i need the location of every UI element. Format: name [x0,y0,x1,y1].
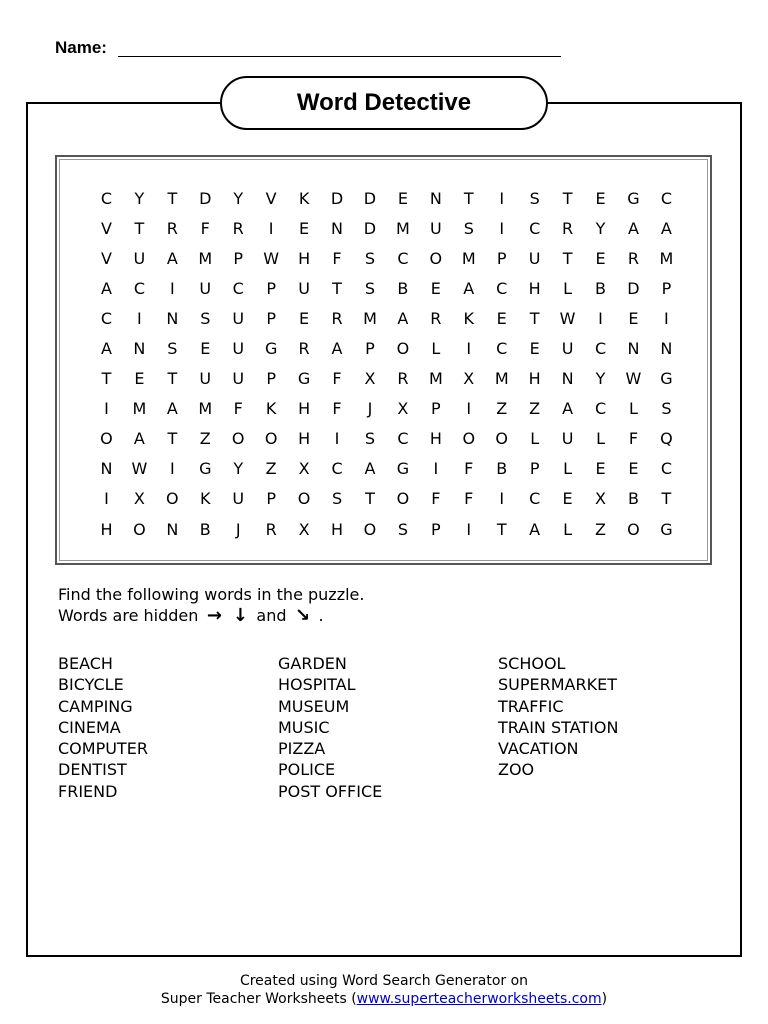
grid-cell: O [429,248,443,268]
grid-cell: E [628,308,639,328]
word-list-item: GARDEN [278,654,347,673]
grid-cell: N [561,369,574,389]
grid-cell: E [496,308,507,328]
grid-cell: L [563,519,573,539]
instructions-line2 [58,605,364,626]
grid-cell: I [268,218,274,238]
grid-cell: H [331,519,344,539]
grid-cell: A [166,399,178,419]
word-list-item: MUSIC [278,717,330,737]
grid-cell: I [499,188,505,208]
grid-cell: D [199,188,212,208]
grid-cell: P [266,278,276,298]
grid-cell: U [561,429,574,449]
grid-cell: T [167,188,178,208]
grid-cell: Z [595,519,607,539]
grid-cell: P [266,489,276,509]
word-list-item: CAMPING [58,696,133,716]
grid-cell: G [264,339,278,359]
grid-cell: I [499,489,505,509]
word-list-item: DENTIST [58,760,127,780]
grid-cell: R [298,339,310,359]
grid-cell: M [428,369,443,389]
word-list-item: COMPUTER [58,739,148,759]
word-list-item: VACATION [498,739,579,759]
grid-cell: Y [134,188,145,208]
grid-cell: I [169,278,175,298]
grid-cell: T [562,188,573,208]
grid-cell: G [627,188,640,208]
instructions-and: and [256,606,287,625]
grid-cell: P [431,399,441,419]
arrow-diagonal-icon: ↘ [294,605,311,626]
word-list-item: MUSEUM [278,696,350,716]
grid-cell: N [331,218,344,238]
grid-cell: Y [233,188,244,208]
grid-cell: C [529,489,541,509]
grid-cell: M [494,369,509,389]
name-line[interactable] [118,56,561,57]
grid-cell: C [232,278,244,298]
grid-cell: T [167,369,178,389]
grid-cell: U [528,248,541,268]
grid-cell: K [298,188,310,208]
word-list-item: HOSPITAL [278,675,356,695]
grid-cell: A [100,278,112,298]
grid-cell: C [529,218,541,238]
grid-cell: O [100,429,113,449]
grid-cell: P [365,339,375,359]
grid-cell: H [298,399,311,419]
grid-cell: P [233,248,244,268]
grid-cell: F [464,459,474,479]
grid-cell: S [397,519,408,539]
grid-cell: T [661,489,672,509]
grid-cell: C [496,278,508,298]
grid-cell: C [397,429,409,449]
grid-cell: U [561,339,574,359]
grid-cell: H [298,248,311,268]
word-list-item: FRIEND [58,781,118,801]
grid-cell: L [431,339,441,359]
grid-cell: Y [233,459,244,479]
grid-cell: D [627,278,640,298]
grid-cell: E [430,278,441,298]
grid-cell: Z [496,399,508,419]
grid-cell: L [596,429,605,449]
grid-cell: T [134,218,145,238]
grid-cell: O [495,429,509,449]
grid-cell: R [265,519,277,539]
grid-cell: X [463,369,475,389]
grid-cell: A [529,519,541,539]
grid-cell: N [100,459,113,479]
grid-cell: F [628,429,639,449]
grid-cell: F [200,218,210,238]
page-title: Word Detective [220,76,548,130]
instructions-prefix: Words are hidden [58,606,199,625]
word-list-item: TRAFFIC [498,696,564,716]
grid-cell: A [660,218,672,238]
arrow-down-icon: ↓ [232,605,248,626]
grid-cell: C [660,188,672,208]
grid-cell: P [266,308,276,328]
grid-cell: G [297,369,311,389]
grid-cell: E [299,308,310,328]
footer-line1: Created using Word Search Generator on [239,973,529,989]
grid-cell: R [430,308,442,328]
grid-cell: F [464,489,474,509]
grid-cell: R [166,218,178,238]
grid-cell: V [100,248,112,268]
grid-cell: U [232,308,245,328]
grid-cell: S [200,308,211,328]
grid-cell: A [133,429,145,449]
word-list-item: POST OFFICE [278,781,383,801]
grid-cell: M [659,248,674,268]
grid-cell: F [332,399,342,419]
grid-cell: G [199,459,212,479]
grid-cell: O [396,489,410,509]
grid-cell: I [334,429,340,449]
grid-cell: U [133,248,146,268]
grid-cell: I [598,308,603,328]
grid-cell: S [364,278,376,298]
grid-cell: C [100,308,113,328]
grid-cell: N [133,339,146,359]
grid-cell: N [166,519,179,539]
grid-cell: K [200,489,211,509]
grid-cell: C [594,339,607,359]
grid-cell: U [298,278,310,298]
grid-cell: E [595,459,606,479]
grid-cell: C [594,399,607,419]
grid-cell: T [529,308,540,328]
instructions-period: . [318,606,324,625]
grid-cell: U [232,339,245,359]
word-list-item: TRAIN STATION [498,717,619,737]
grid-cell: S [167,339,178,359]
grid-cell: D [363,218,377,238]
grid-cell: X [397,399,409,419]
grid-cell: Z [529,399,541,419]
grid-cell: N [429,188,442,208]
grid-cell: L [530,429,540,449]
grid-cell: I [499,218,505,238]
grid-cell: S [661,399,672,419]
grid-cell: B [595,278,607,298]
grid-cell: E [134,369,145,389]
grid-cell: E [299,218,310,238]
grid-cell: N [627,339,640,359]
grid-cell: S [463,218,474,238]
grid-cell: E [397,188,408,208]
grid-cell: I [466,399,472,419]
word-list [58,653,698,802]
grid-cell: O [166,489,179,509]
grid-cell: C [660,459,672,479]
grid-cell: E [595,248,606,268]
grid-cell: M [396,218,410,238]
footer [0,972,768,1008]
word-list-column [498,653,698,802]
grid-cell: H [429,429,442,449]
grid-cell: N [660,339,673,359]
grid-cell: G [396,459,410,479]
grid-cell: L [563,278,573,298]
grid-cell: U [199,278,212,298]
grid-cell: J [367,399,373,419]
word-list-item: CINEMA [58,717,121,737]
grid-cell: X [133,489,145,509]
grid-cell: O [363,519,377,539]
grid-cell: O [627,519,640,539]
grid-cell: R [562,218,574,238]
word-list-item: SCHOOL [498,654,566,673]
grid-cell: I [104,489,109,509]
grid-cell: A [166,248,178,268]
grid-cell: M [198,399,213,419]
name-label: Name: [55,38,107,57]
grid-cell: I [169,459,175,479]
grid-cell: I [104,399,109,419]
grid-cell: O [133,519,146,539]
grid-cell: U [429,218,442,238]
grid-cell: F [233,399,243,419]
grid-cell: T [332,278,342,298]
grid-cell: B [397,278,409,298]
grid-cell: P [431,519,441,539]
grid-cell: U [232,489,245,509]
grid-cell: E [595,188,606,208]
grid-cell: W [559,308,576,328]
grid-cell: P [266,369,276,389]
grid-cell: F [332,248,342,268]
grid-cell: Z [265,459,277,479]
grid-cell: W [625,369,642,389]
grid-cell: K [463,308,475,328]
grid-cell: S [364,429,376,449]
grid-cell: A [331,339,343,359]
word-list-column [278,653,498,802]
grid-cell: C [496,339,508,359]
instructions [58,584,364,626]
grid-cell: G [660,369,673,389]
grid-cell: B [627,489,639,509]
grid-cell: O [396,339,410,359]
grid-cell: G [660,519,673,539]
grid-cell: P [661,278,672,298]
grid-cell: E [529,339,540,359]
grid-cell: V [265,188,277,208]
grid-cell: O [462,429,476,449]
arrow-right-icon: → [206,605,222,626]
grid-cell: T [496,519,507,539]
footer-link[interactable]: www.superteacherworksheets.com [356,991,602,1007]
grid-cell: H [298,429,311,449]
grid-cell: F [431,489,441,509]
grid-cell: Q [660,429,673,449]
grid-cell: B [496,459,508,479]
footer-prefix: Super Teacher Worksheets ( [160,991,357,1007]
word-list-item: ZOO [498,760,535,780]
grid-cell: I [137,308,142,328]
grid-cell: M [461,248,476,268]
grid-cell: C [100,188,113,208]
grid-cell: Y [595,369,606,389]
word-list-item: BICYCLE [58,675,124,695]
grid-cell: O [264,429,278,449]
instructions-line1: Find the following words in the puzzle. [58,585,365,604]
grid-cell: R [397,369,409,389]
grid-cell: J [235,519,241,539]
footer-line2 [0,990,768,1008]
grid-cell: T [101,369,112,389]
grid-cell: H [100,519,113,539]
grid-cell: X [364,369,376,389]
grid-cell: P [529,459,540,479]
grid-cell: Y [595,218,606,238]
word-list-item: BEACH [58,654,113,673]
grid-cell: M [198,248,213,268]
grid-cell: E [562,489,573,509]
grid-cell: A [627,218,639,238]
grid-cell: X [298,459,310,479]
grid-cell: K [265,399,277,419]
letter-grid [90,183,683,544]
word-list-column [58,653,278,802]
grid-cell: O [297,489,311,509]
grid-cell: S [529,188,540,208]
grid-cell: W [263,248,280,268]
grid-cell: S [364,248,376,268]
grid-cell: T [562,248,573,268]
grid-cell: L [629,399,638,419]
grid-cell: T [365,489,375,509]
grid-cell: R [232,218,244,238]
grid-cell: D [363,188,377,208]
grid-cell: U [232,369,245,389]
grid-cell: W [131,459,148,479]
grid-cell: O [231,429,245,449]
grid-cell: C [397,248,409,268]
grid-cell: H [528,278,541,298]
grid-cell: A [397,308,409,328]
grid-cell: U [199,369,212,389]
grid-cell: E [628,459,639,479]
grid-cell: T [167,429,178,449]
grid-cell: B [199,519,211,539]
word-list-item: SUPERMARKET [498,675,617,695]
grid-cell: E [200,339,211,359]
grid-cell: F [332,369,342,389]
grid-cell: N [166,308,179,328]
grid-cell: I [664,308,669,328]
grid-cell: V [100,218,112,238]
grid-cell: H [528,369,541,389]
grid-cell: I [466,339,472,359]
word-list-item: POLICE [278,760,336,780]
grid-cell: I [466,519,472,539]
footer-suffix: ) [601,991,608,1007]
grid-cell: P [496,248,507,268]
grid-cell: A [364,459,376,479]
grid-cell: A [463,278,475,298]
grid-cell: R [331,308,343,328]
grid-cell: I [433,459,439,479]
grid-cell: M [132,399,147,419]
grid-cell: Z [199,429,211,449]
grid-cell: C [133,278,145,298]
grid-cell: A [100,339,112,359]
grid-cell: D [330,188,344,208]
grid-cell: S [331,489,343,509]
grid-cell: L [563,459,573,479]
grid-cell: X [595,489,607,509]
grid-cell: T [463,188,474,208]
word-list-item: PIZZA [278,739,326,759]
grid-cell: M [363,308,377,328]
grid-cell: R [627,248,640,268]
grid-cell: C [331,459,343,479]
grid-cell: A [562,399,574,419]
grid-cell: X [298,519,310,539]
